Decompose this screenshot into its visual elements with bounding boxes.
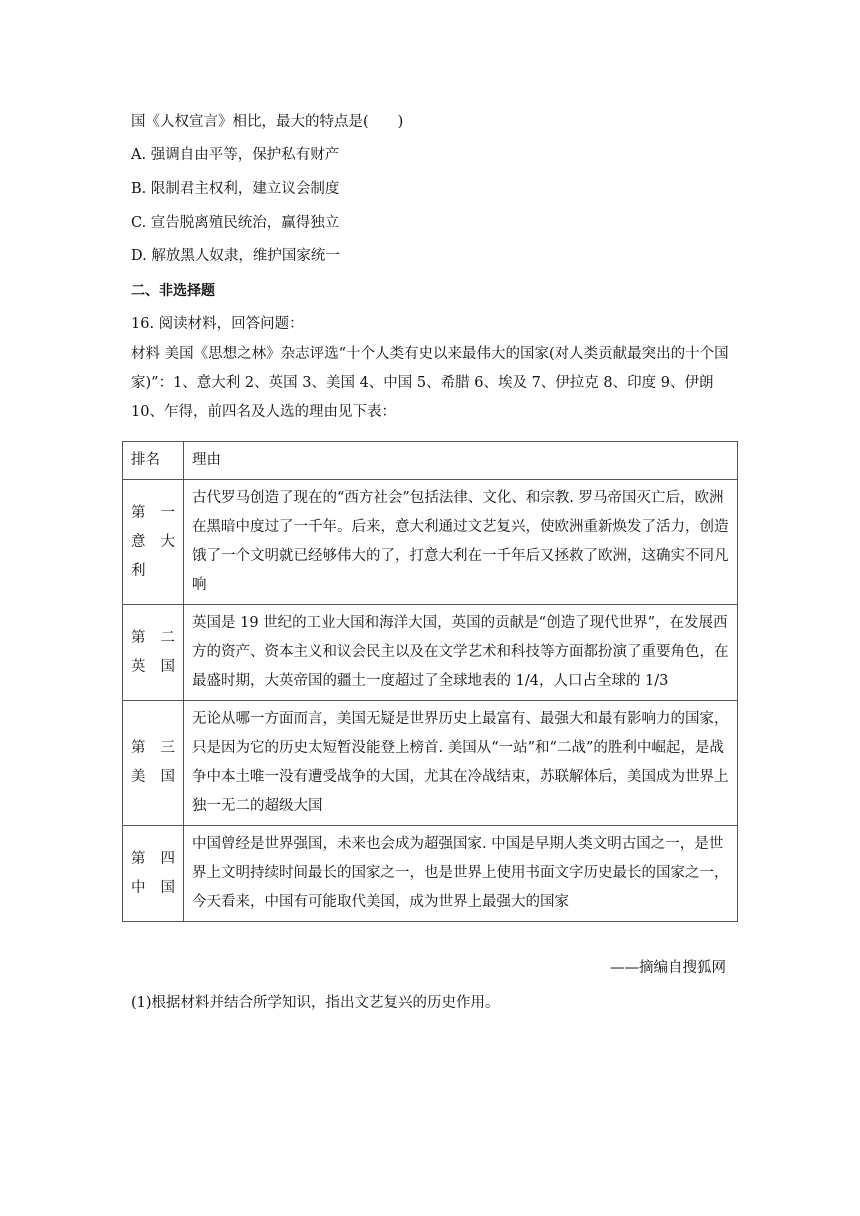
header-rank: 排名: [123, 442, 184, 480]
rank-line: 英国: [131, 658, 175, 675]
question-stem-tail: 国《人权宣言》相比，最大的特点是( ): [131, 114, 404, 130]
header-reason: 理由: [184, 442, 738, 480]
rank-cell: [123, 701, 184, 826]
reason-cell: 英国是 19 世纪的工业大国和海洋大国，英国的贡献是“创造了现代世界”，在发展西方的资产、资本主义和议会民主以及在文学艺术和科技等方面都扮演了重要角色，在最盛时期，大英帝国的疆土一度超过了全球地表的 1/4，人口占全球的 1/3: [184, 605, 738, 701]
option-d: D. 解放黑人奴隶，维护国家统一: [131, 248, 340, 264]
rank-cell: [123, 605, 184, 701]
rank-line: 第四: [131, 850, 175, 867]
rank-line: 美国: [131, 769, 175, 785]
rank-line: 意大: [131, 533, 175, 550]
question-16-intro: 16. 阅读材料，回答问题：: [131, 316, 304, 332]
rank-line: 第一: [131, 504, 175, 521]
rank-cell: [123, 480, 184, 605]
table-row: [123, 826, 738, 922]
reason-cell: 无论从哪一方面而言，美国无疑是世界历史上最富有、最强大和最有影响力的国家，只是因为它的历史太短暂没能登上榜首. 美国从“一站”和“二战”的胜利中崛起，是战争中本土唯一没有遭受战争的大国，尤其在冷战结束，苏联解体后，美国成为世界上独一无二的超级大国: [184, 701, 738, 826]
rank-line: 第二: [131, 629, 175, 646]
rank-line: 利: [131, 562, 146, 579]
rank-cell: [123, 826, 184, 922]
table-row: [123, 701, 738, 826]
source-attribution: ——摘编自搜狐网: [610, 960, 726, 976]
reason-cell: 中国曾经是世界强国，未来也会成为超强国家. 中国是早期人类文明古国之一，是世界上文明持续时间最长的国家之一，也是世界上使用书面文字历史最长的国家之一，今天看来，中国有可能取代美国，成为世界上最强大的国家: [184, 826, 738, 922]
reason-cell: 古代罗马创造了现在的“西方社会”包括法律、文化、和宗教. 罗马帝国灭亡后，欧洲在黑暗中度过了一千年。后来，意大利通过文艺复兴，使欧洲重新焕发了活力，创造饿了一个文明就已经够伟大的了，打意大利在一千年后又拯救了欧洲，这确实不同凡响: [184, 480, 738, 605]
reasons-table: [122, 441, 738, 922]
section-title: 二、非选择题: [131, 283, 215, 299]
table-row: [123, 605, 738, 701]
material-text: 材料 美国《思想之林》杂志评选“十个人类有史以来最伟大的国家(对人类贡献最突出的十个国家)”：1、意大利 2、英国 3、美国 4、中国 5、希腊 6、埃及 7、伊拉克 8、印度 9、伊朗 10、乍得，前四名及人选的理由见下表：: [131, 346, 729, 420]
rank-line: 中国: [131, 879, 175, 896]
table-header-row: [123, 442, 738, 480]
option-c: C. 宣告脱离殖民统治，赢得独立: [131, 215, 340, 231]
table-row: [123, 480, 738, 605]
option-b: B. 限制君主权利，建立议会制度: [131, 181, 340, 197]
option-a: A. 强调自由平等，保护私有财产: [131, 147, 340, 163]
sub-question-1: (1)根据材料并结合所学知识，指出文艺复兴的历史作用。: [131, 995, 500, 1011]
rank-line: 第三: [131, 740, 175, 756]
